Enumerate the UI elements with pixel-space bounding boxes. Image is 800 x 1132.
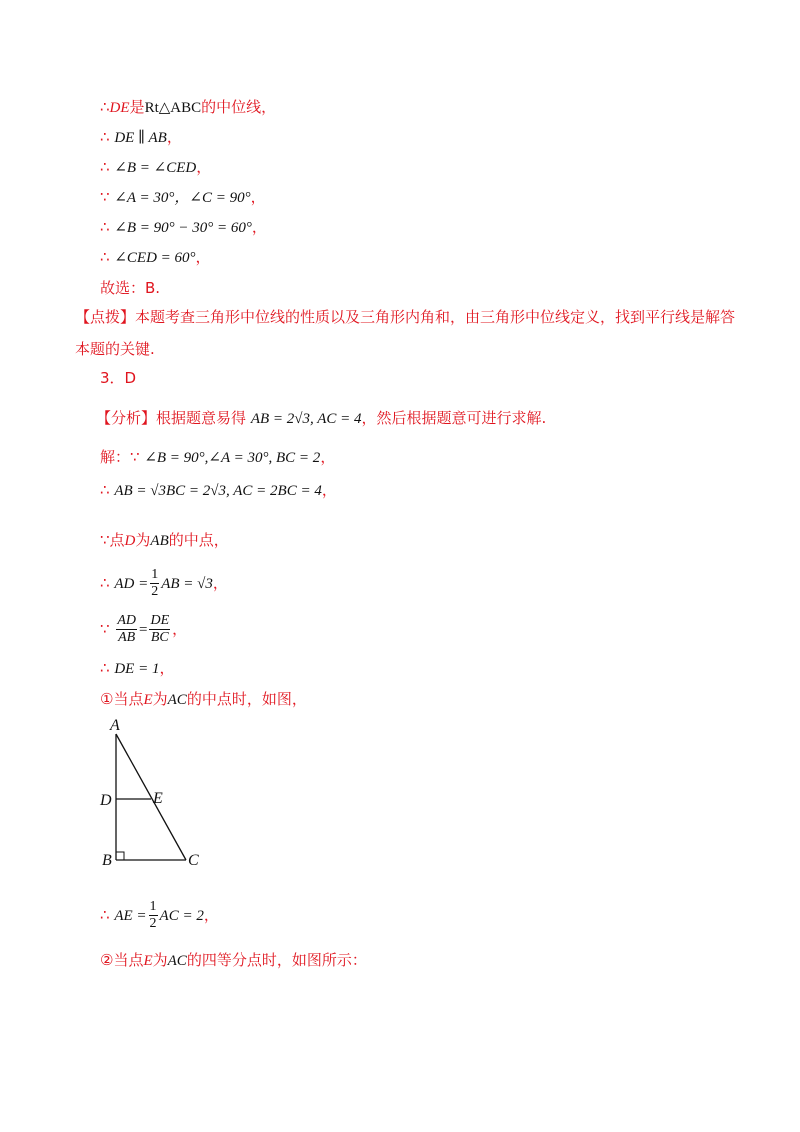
analysis-text-post: ，然后根据题意可进行求解. [361, 409, 547, 427]
label-e: E [153, 790, 163, 807]
math-lhs: AE = [114, 908, 147, 924]
therefore-symbol: ∴ [100, 98, 110, 116]
point-d: D [124, 533, 136, 549]
therefore-symbol: ∴ [100, 218, 110, 236]
step-d-midpoint [100, 530, 229, 551]
punct: ， [196, 158, 212, 176]
math-expression: ∠CED = 60° [114, 250, 196, 266]
step-ab-ac [100, 480, 337, 501]
because-symbol: ∵ [100, 188, 110, 206]
text-is: 为 [152, 690, 168, 708]
point-e: E [143, 953, 153, 969]
therefore-symbol: ∴ [100, 158, 110, 176]
punct: ， [172, 620, 188, 638]
punct: ， [321, 481, 337, 499]
segment-ac: AC [167, 692, 187, 708]
point-e: E [143, 692, 153, 708]
math-expression: DE = 1 [114, 661, 160, 677]
numerator: DE [150, 613, 170, 628]
hint-text-cont: 本题的关键. [75, 340, 155, 358]
step-angle-b-ced [100, 157, 211, 178]
denominator: 2 [151, 584, 159, 599]
hint-text: 本题考查三角形中位线的性质以及三角形内角和，由三角形中位线定义，找到平行线是解答 [135, 308, 736, 326]
segment-ac: AC [167, 953, 187, 969]
text-is: 是 [129, 98, 145, 116]
case-text: 的中点时，如图， [186, 690, 307, 708]
fraction-half [150, 567, 159, 600]
math-expression: AB = 2√3, AC = 4 [250, 411, 362, 427]
text-midline: 的中位线， [201, 98, 277, 116]
therefore-symbol: ∴ [100, 481, 110, 499]
punct: ， [250, 188, 266, 206]
math-rhs: AB = √3 [161, 576, 213, 592]
answer-choice: 故选：B. [100, 279, 161, 297]
math-expression: ∠B = ∠CED [114, 160, 197, 176]
triangle-figure [95, 712, 215, 877]
text-midpoint: 的中点， [168, 531, 229, 549]
punct: ， [166, 128, 182, 146]
text-is: 为 [135, 531, 151, 549]
therefore-symbol: ∴ [100, 659, 110, 677]
step-angle-b-value [100, 217, 267, 238]
numerator: 1 [151, 567, 159, 582]
label-c: C [188, 852, 199, 869]
step-de-value [100, 658, 174, 679]
analysis-tag: 【分析】 [96, 409, 157, 427]
hint-paragraph [75, 307, 735, 327]
text-is: 为 [152, 951, 168, 969]
case-text: 的四等分点时，如图所示： [186, 951, 367, 969]
denominator: AB [118, 630, 136, 645]
solution-prefix: 解：∵ [100, 448, 140, 466]
label-d: D [100, 792, 112, 809]
punct: ， [195, 248, 211, 266]
math-expression: ∠A = 30°，∠C = 90° [114, 190, 251, 206]
step-de-midline [100, 97, 276, 118]
step-ae-value [100, 898, 219, 933]
therefore-symbol: ∴ [100, 128, 110, 146]
fraction-de-bc [149, 613, 170, 646]
numerator: 1 [149, 899, 157, 914]
math-expression: DE ∥ AB [114, 130, 167, 146]
punct: ， [203, 906, 219, 924]
therefore-symbol: ∴ [100, 248, 110, 266]
case-1-heading [100, 689, 307, 710]
step-given-angles [100, 187, 266, 208]
question-3-answer: 3．D [100, 369, 137, 387]
rt-triangle-abc: Rt△ABC [144, 100, 202, 116]
case-2-heading [100, 950, 367, 971]
because-symbol: ∵ [100, 620, 110, 638]
numerator: AD [117, 613, 136, 628]
therefore-symbol: ∴ [100, 574, 110, 592]
de-label: DE [109, 100, 130, 116]
punct: ， [251, 218, 267, 236]
math-expression: ∠B = 90°,∠A = 30°, BC = 2 [144, 450, 321, 466]
punct: ， [212, 574, 228, 592]
math-expression: ∠B = 90° − 30° = 60° [114, 220, 252, 236]
because-point: ∵点 [100, 531, 125, 549]
therefore-symbol: ∴ [100, 906, 110, 924]
punct: ， [159, 659, 175, 677]
hint-paragraph-cont [75, 339, 155, 359]
step-ratio [100, 612, 187, 647]
right-angle-mark [116, 852, 124, 860]
segment-ac-line [116, 734, 186, 860]
case-prefix: ②当点 [100, 951, 144, 969]
label-a: A [110, 717, 120, 734]
math-expression: AB = √3BC = 2√3, AC = 2BC = 4 [114, 483, 322, 499]
step-ad-value [100, 566, 228, 601]
analysis-text: 根据题意易得 [156, 409, 247, 427]
denominator: BC [150, 630, 169, 645]
hint-tag: 【点拨】 [75, 308, 136, 326]
equals: = [139, 622, 148, 638]
label-b: B [102, 852, 112, 869]
fraction-ad-ab [116, 613, 137, 646]
fraction-half [149, 899, 158, 932]
case-prefix: ①当点 [100, 690, 144, 708]
step-parallel [100, 127, 182, 148]
math-lhs: AD = [114, 576, 149, 592]
step-angle-ced-value [100, 247, 211, 268]
segment-ab: AB [150, 533, 169, 549]
solution-given [100, 447, 335, 468]
analysis-line [96, 408, 546, 429]
denominator: 2 [149, 916, 157, 931]
punct: ， [320, 448, 336, 466]
math-rhs: AC = 2 [159, 908, 204, 924]
